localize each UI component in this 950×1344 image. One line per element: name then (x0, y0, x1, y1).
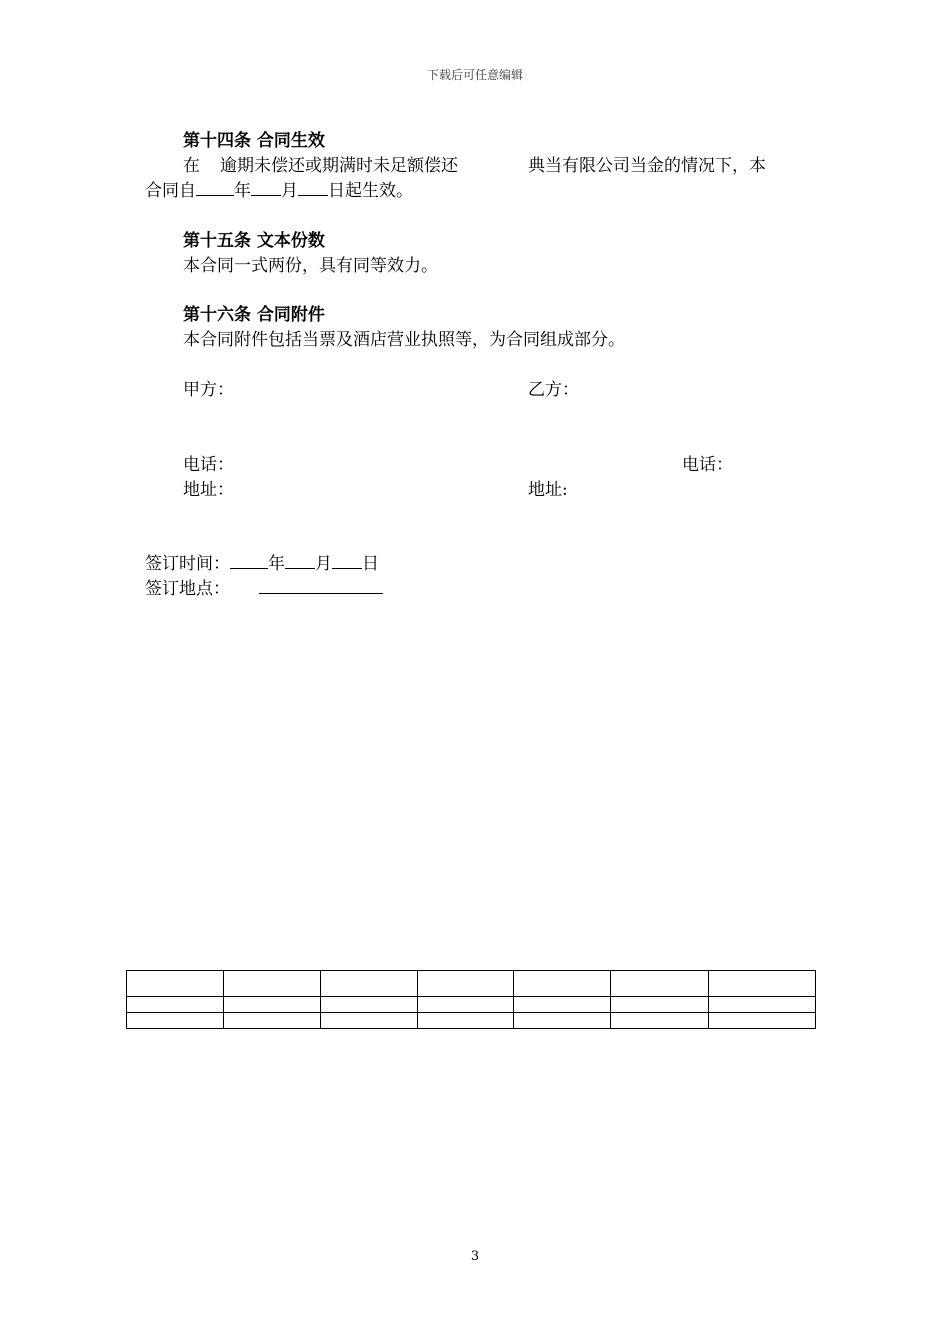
signing-month-blank (285, 553, 315, 569)
table-cell (514, 1013, 611, 1029)
table-cell (417, 971, 514, 997)
table-cell (127, 971, 224, 997)
signing-place-label: 签订地点： (145, 579, 230, 599)
table-cell (320, 1013, 417, 1029)
article-14-prefix: 合同自 (145, 181, 196, 201)
table-cell (417, 997, 514, 1013)
table-cell (127, 997, 224, 1013)
party-a-label: 甲方： (183, 380, 234, 400)
article-14-text-b: 逾期未偿还或期满时未足额偿还 (220, 156, 458, 176)
signing-time (145, 549, 379, 574)
table-cell (320, 971, 417, 997)
table-row (127, 1013, 816, 1029)
table-cell (611, 971, 709, 997)
signing-time-label: 签订时间： (145, 554, 230, 574)
party-b-label: 乙方： (528, 380, 579, 400)
signing-year-label: 年 (268, 554, 285, 574)
month-label: 月 (281, 181, 298, 201)
table-cell (709, 997, 816, 1013)
table-cell (223, 971, 320, 997)
table-cell (417, 1013, 514, 1029)
table-cell (223, 997, 320, 1013)
article-15-text: 本合同一式两份，具有同等效力。 (183, 256, 438, 276)
article-15-title: 第十五条 文本份数 (183, 231, 325, 251)
table-cell (514, 997, 611, 1013)
article-14-text-a: 在 (183, 156, 200, 176)
signing-day-blank (332, 553, 362, 569)
signing-day-label: 日 (362, 554, 379, 574)
party-a-address-label: 地址： (183, 480, 234, 500)
article-14-line1-right: 典当有限公司当金的情况下，本 (528, 156, 766, 176)
table-cell (611, 1013, 709, 1029)
article-14-title: 第十四条 合同生效 (183, 131, 325, 151)
article-14-line2 (145, 176, 413, 201)
signing-year-blank (230, 553, 268, 569)
table-row (127, 971, 816, 997)
table-cell (127, 1013, 224, 1029)
page-header: 下载后可任意编辑 (426, 68, 523, 82)
table-cell (709, 1013, 816, 1029)
year-label: 年 (234, 181, 251, 201)
page-number: 3 (470, 1249, 480, 1264)
signing-month-label: 月 (315, 554, 332, 574)
month-blank (251, 180, 281, 196)
table-cell (223, 1013, 320, 1029)
table-cell (320, 997, 417, 1013)
blank-table (126, 970, 816, 1029)
article-14-line1 (183, 151, 458, 176)
party-b-phone-label: 电话： (682, 455, 733, 475)
party-b-address-label: 地址: (528, 480, 568, 500)
day-label: 日起生效。 (328, 181, 413, 201)
table-cell (611, 997, 709, 1013)
day-blank (298, 180, 328, 196)
signing-place-blank (259, 593, 383, 594)
table-row (127, 997, 816, 1013)
party-a-phone-label: 电话： (183, 455, 234, 475)
article-16-title: 第十六条 合同附件 (183, 305, 325, 325)
article-16-text: 本合同附件包括当票及酒店营业执照等，为合同组成部分。 (183, 330, 625, 350)
year-blank (196, 180, 234, 196)
table-cell (709, 971, 816, 997)
table-cell (514, 971, 611, 997)
